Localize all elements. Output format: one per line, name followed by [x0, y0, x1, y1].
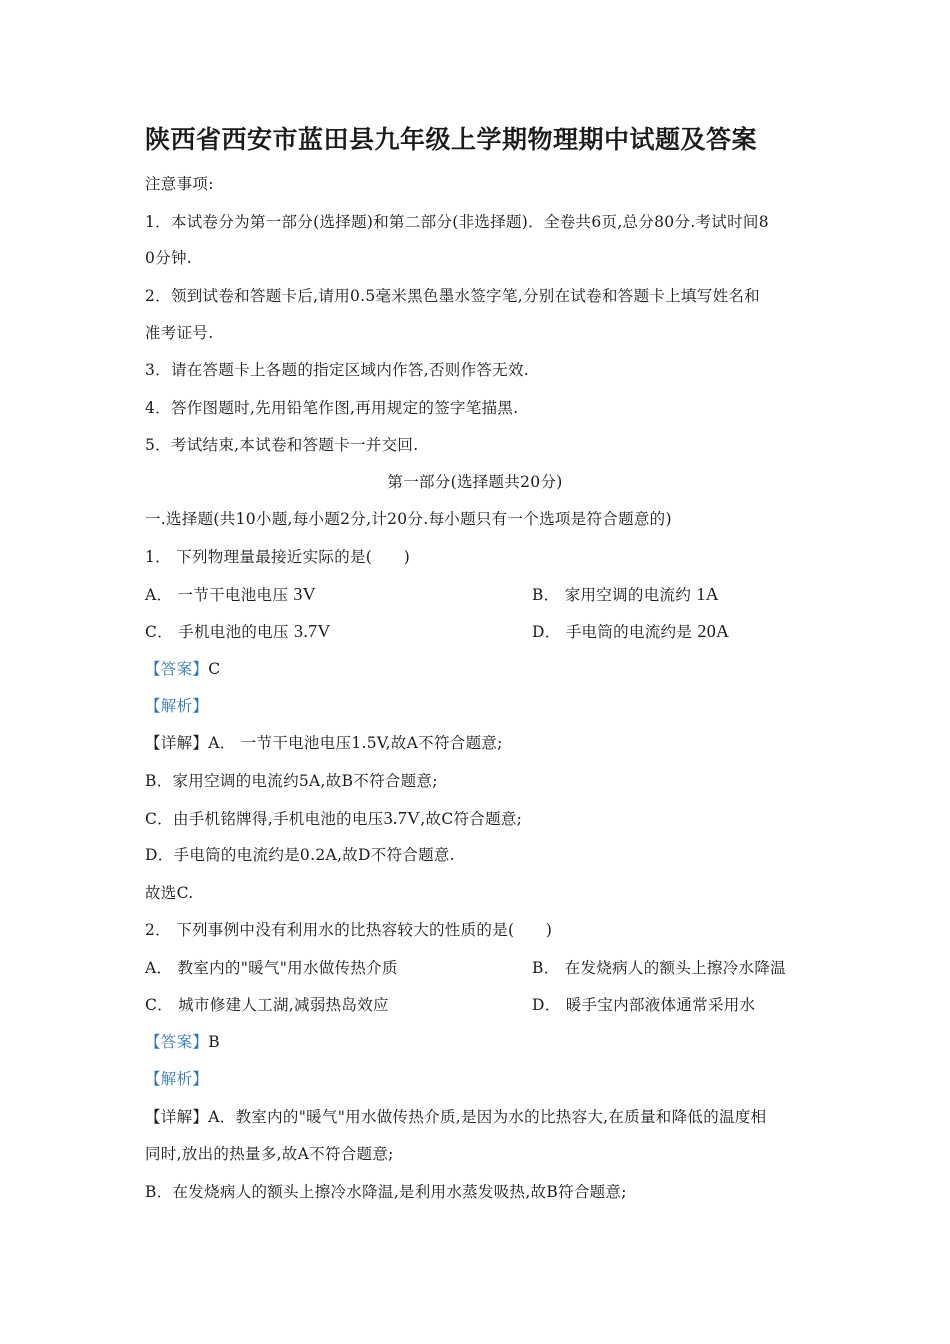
q2-answer	[145, 1031, 220, 1053]
detail-tag: 【详解】	[145, 1108, 209, 1126]
q1-detail-c-value: 3.7V	[383, 808, 421, 828]
detail-tag: 【详解】	[145, 734, 209, 752]
q1-detail-a	[145, 732, 503, 754]
answer-tag: 【答案】	[145, 1033, 209, 1051]
q1-detail-c-post: ,故C符合题意;	[420, 810, 523, 828]
q2-analysis-tag: 【解析】	[145, 1070, 209, 1088]
q1-detail-a-text: A． 一节干电池电压1.5V,故A不符合题意;	[208, 734, 503, 752]
q1-option-b	[532, 583, 719, 606]
q2-answer-value: B	[208, 1033, 220, 1051]
q1-detail-b: B．家用空调的电流约5A,故B不符合题意;	[145, 772, 438, 790]
notice-item-1-cont: 0分钟.	[145, 249, 192, 267]
notice-heading: 注意事项:	[145, 175, 214, 193]
section-heading: 一.选择题(共10小题,每小题2分,计20分.每小题只有一个选项是符合题意的)	[145, 510, 672, 528]
q1-option-c-label: C． 手机电池的电压	[145, 623, 289, 641]
notice-item-4: 4．答作图题时,先用铅笔作图,再用规定的签字笔描黑.	[145, 399, 519, 417]
q1-detail-c	[145, 807, 522, 830]
q1-option-a	[145, 583, 316, 606]
document-title: 陕西省西安市蓝田县九年级上学期物理期中试题及答案	[145, 125, 758, 154]
q1-option-d	[532, 620, 729, 643]
answer-tag: 【答案】	[145, 660, 209, 678]
q1-option-d-value: 20A	[697, 621, 730, 641]
notice-item-3: 3．请在答题卡上各题的指定区域内作答,否则作答无效.	[145, 361, 530, 379]
q2-stem: 2． 下列事例中没有利用水的比热容较大的性质的是( )	[145, 921, 553, 939]
notice-item-1: 1．本试卷分为第一部分(选择题)和第二部分(非选择题)．全卷共6页,总分80分.考试时间8	[145, 213, 769, 231]
q2-detail-a-text: A．教室内的"暖气"用水做传热介质,是因为水的比热容大,在质量和降低的温度相	[208, 1108, 767, 1126]
q2-detail-a	[145, 1106, 766, 1128]
q1-answer-value: C	[208, 660, 221, 678]
q1-option-b-label: B． 家用空调的电流约	[532, 586, 692, 604]
q1-option-d-label: D． 手电筒的电流约是	[532, 623, 693, 641]
notice-item-5: 5．考试结束,本试卷和答题卡一并交回.	[145, 436, 419, 454]
q1-option-c-value: 3.7V	[294, 621, 331, 641]
q2-option-d: D． 暖手宝内部液体通常采用水	[532, 996, 756, 1014]
q2-detail-a-cont: 同时,放出的热量多,故A不符合题意;	[145, 1145, 394, 1163]
q2-detail-b: B．在发烧病人的额头上擦冷水降温,是利用水蒸发吸热,故B符合题意;	[145, 1183, 627, 1201]
q1-stem: 1． 下列物理量最接近实际的是( )	[145, 548, 411, 566]
q1-conclusion: 故选C.	[145, 884, 194, 902]
notice-item-2-cont: 准考证号.	[145, 324, 214, 342]
q2-option-a: A． 教室内的"暖气"用水做传热介质	[145, 959, 398, 977]
q1-option-b-value: 1A	[696, 584, 719, 604]
q1-detail-c-pre: C．由手机铭牌得,手机电池的电压	[145, 810, 384, 828]
q1-answer	[145, 658, 220, 680]
q1-option-a-label: A． 一节干电池电压	[145, 586, 289, 604]
q1-option-c	[145, 620, 331, 643]
q1-option-a-value: 3V	[293, 584, 316, 604]
notice-item-2: 2．领到试卷和答题卡后,请用0.5毫米黑色墨水签字笔,分别在试卷和答题卡上填写姓名和	[145, 287, 760, 305]
q2-option-b: B． 在发烧病人的额头上擦冷水降温	[532, 959, 786, 977]
q2-option-c: C． 城市修建人工湖,减弱热岛效应	[145, 996, 389, 1014]
part-heading: 第一部分(选择题共20分)	[387, 473, 563, 491]
q1-analysis-tag: 【解析】	[145, 697, 209, 715]
q1-detail-d: D．手电筒的电流约是0.2A,故D不符合题意.	[145, 846, 455, 864]
